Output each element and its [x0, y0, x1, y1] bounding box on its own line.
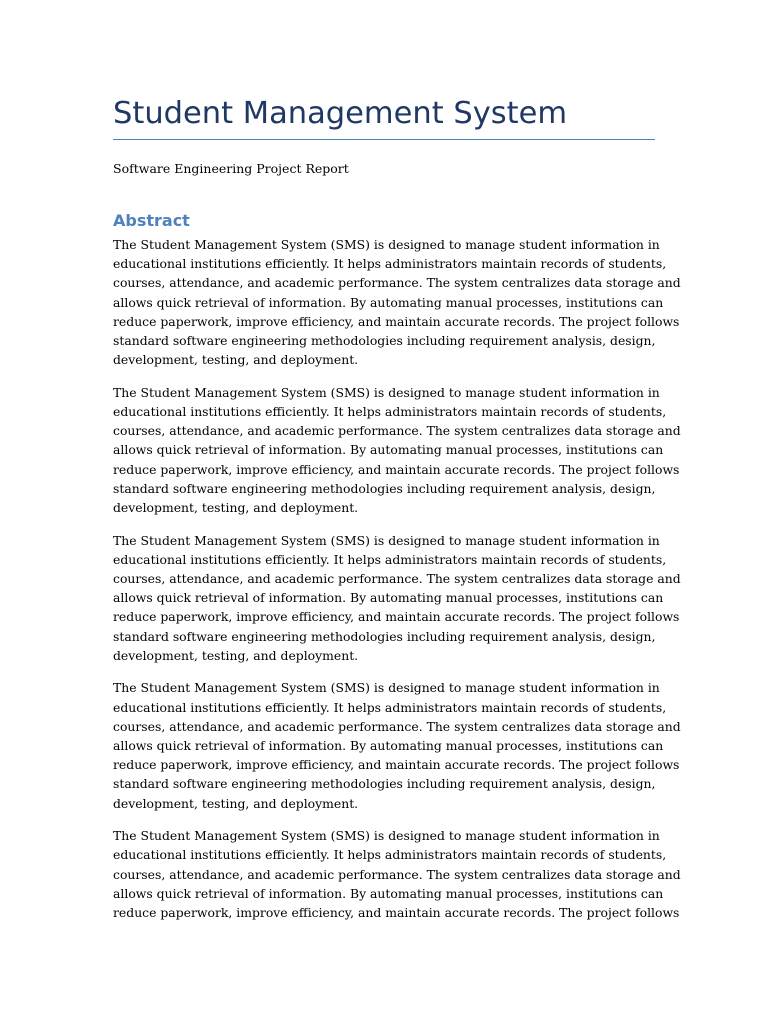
- paragraph-line: standard software engineering methodologies including requirement analysis, design,: [113, 333, 656, 349]
- paragraph-line: courses, attendance, and academic performance. The system centralizes data storage and: [113, 275, 681, 291]
- body-paragraph: [113, 383, 681, 517]
- paragraph-line: The Student Management System (SMS) is designed to manage student information in: [113, 680, 660, 696]
- paragraph-line: The Student Management System (SMS) is designed to manage student information in: [113, 384, 660, 400]
- document-body: [113, 235, 681, 936]
- paragraph-line: courses, attendance, and academic performance. The system centralizes data storage and: [113, 571, 681, 587]
- paragraph-line: reduce paperwork, improve efficiency, and maintain accurate records. The project follows: [113, 757, 680, 773]
- paragraph-line: reduce paperwork, improve efficiency, and maintain accurate records. The project follows: [113, 905, 680, 921]
- paragraph-line: educational institutions efficiently. It helps administrators maintain records of students,: [113, 699, 667, 715]
- paragraph-line: courses, attendance, and academic performance. The system centralizes data storage and: [113, 866, 681, 882]
- page-title: Student Management System: [113, 96, 568, 131]
- paragraph-line: standard software engineering methodologies including requirement analysis, design,: [113, 776, 656, 792]
- paragraph-line: allows quick retrieval of information. By automating manual processes, institutions can: [113, 294, 664, 310]
- paragraph-line: courses, attendance, and academic performance. The system centralizes data storage and: [113, 423, 681, 439]
- paragraph-line: courses, attendance, and academic performance. The system centralizes data storage and: [113, 718, 681, 734]
- paragraph-line: development, testing, and deployment.: [113, 795, 359, 811]
- body-paragraph: [113, 678, 681, 812]
- title-underline: [113, 139, 655, 140]
- paragraph-line: The Student Management System (SMS) is designed to manage student information in: [113, 532, 660, 548]
- paragraph-line: reduce paperwork, improve efficiency, and maintain accurate records. The project follows: [113, 461, 680, 477]
- paragraph-line: allows quick retrieval of information. By automating manual processes, institutions can: [113, 442, 664, 458]
- paragraph-line: educational institutions efficiently. It helps administrators maintain records of students,: [113, 551, 667, 567]
- paragraph-line: development, testing, and deployment.: [113, 352, 359, 368]
- paragraph-line: allows quick retrieval of information. By automating manual processes, institutions can: [113, 738, 664, 754]
- paragraph-line: The Student Management System (SMS) is designed to manage student information in: [113, 237, 660, 252]
- paragraph-line: The Student Management System (SMS) is designed to manage student information in: [113, 828, 660, 844]
- paragraph-line: development, testing, and deployment.: [113, 500, 359, 516]
- paragraph-line: standard software engineering methodologies including requirement analysis, design,: [113, 628, 656, 644]
- paragraph-line: educational institutions efficiently. It helps administrators maintain records of students,: [113, 256, 667, 272]
- paragraph-line: educational institutions efficiently. It helps administrators maintain records of students,: [113, 404, 667, 420]
- paragraph-line: standard software engineering methodologies including requirement analysis, design,: [113, 480, 656, 496]
- paragraph-line: allows quick retrieval of information. By automating manual processes, institutions can: [113, 590, 664, 606]
- paragraph-line: reduce paperwork, improve efficiency, and maintain accurate records. The project follows: [113, 609, 680, 625]
- paragraph-line: development, testing, and deployment.: [113, 647, 359, 663]
- paragraph-line: allows quick retrieval of information. By automating manual processes, institutions can: [113, 885, 664, 901]
- paragraph-line: educational institutions efficiently. It helps administrators maintain records of students,: [113, 847, 667, 863]
- section-heading-abstract: Abstract: [113, 211, 190, 230]
- body-paragraph: [113, 826, 681, 922]
- body-paragraph: [113, 235, 681, 369]
- page-subtitle: Software Engineering Project Report: [113, 161, 349, 176]
- body-paragraph: [113, 531, 681, 665]
- paragraph-line: reduce paperwork, improve efficiency, and maintain accurate records. The project follows: [113, 313, 680, 329]
